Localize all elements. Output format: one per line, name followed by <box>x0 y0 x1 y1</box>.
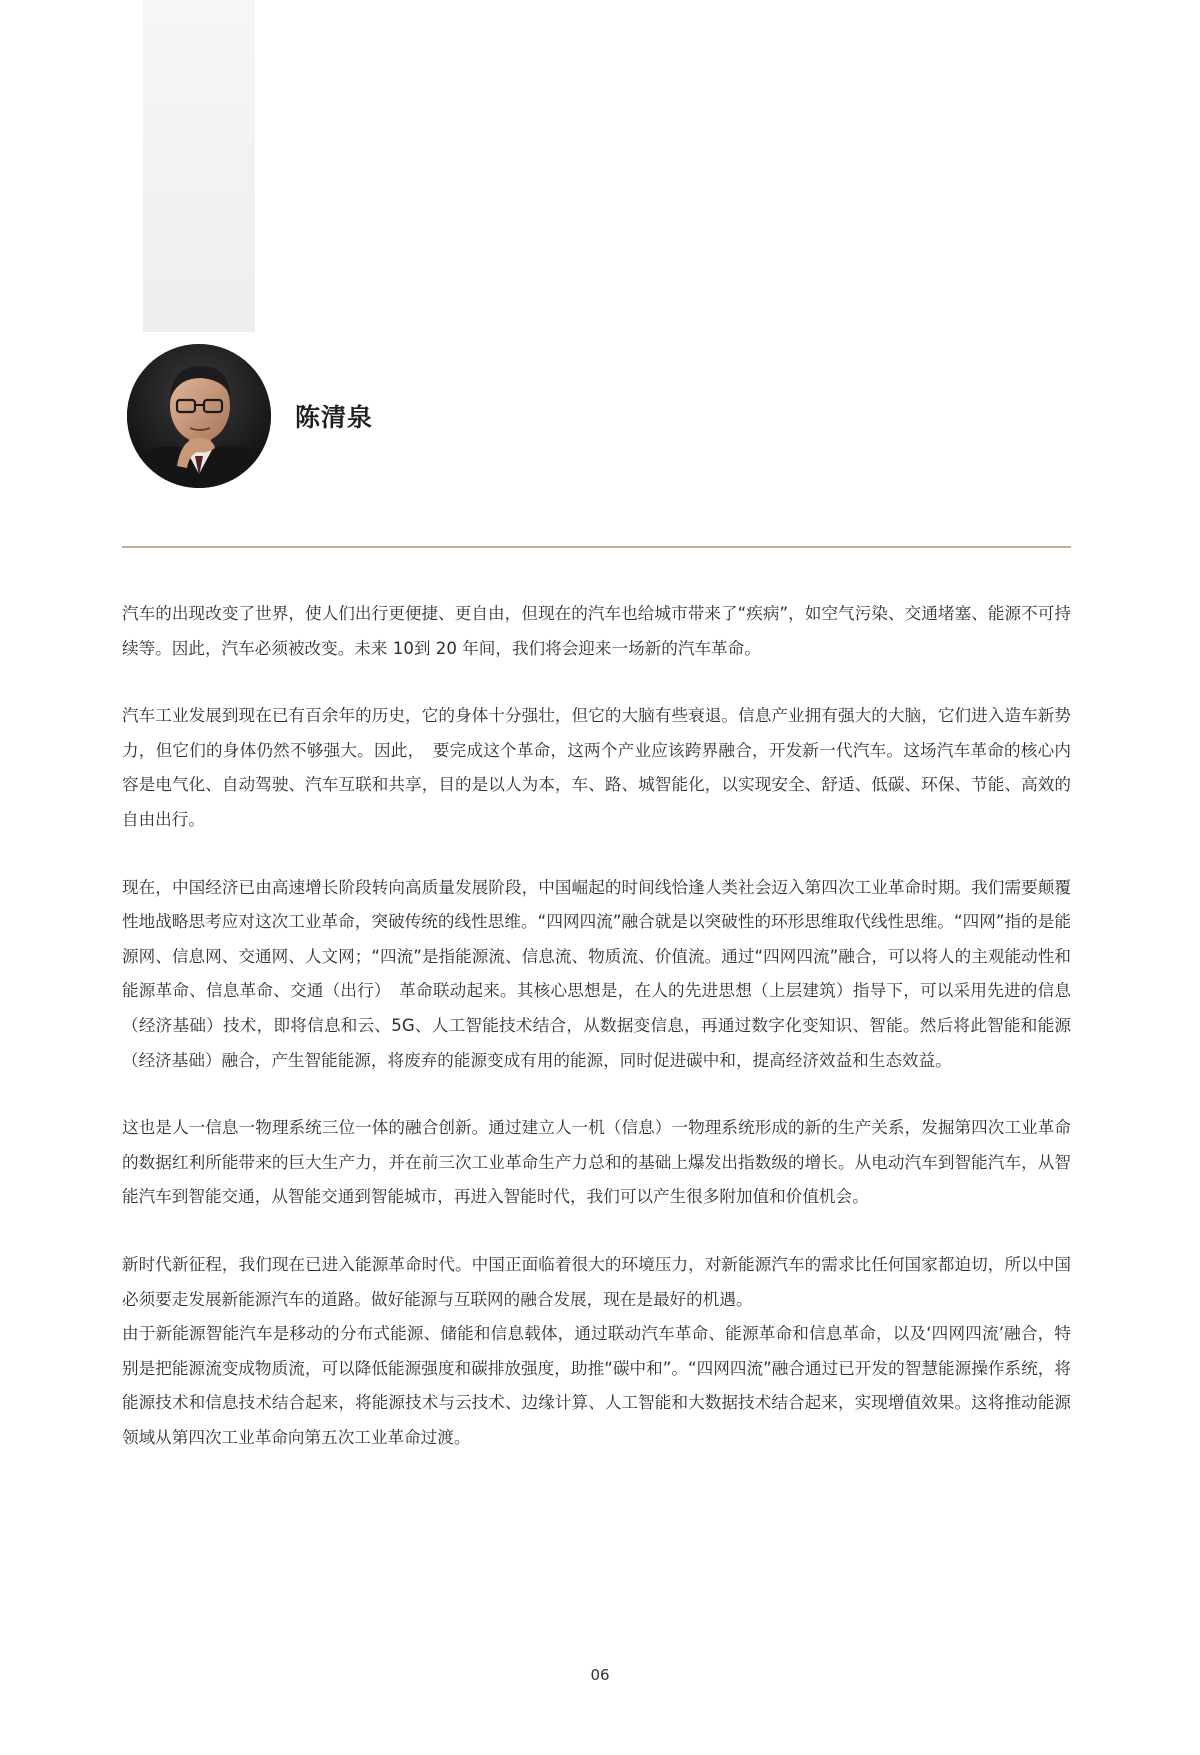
paragraph: 现在，中国经济已由高速增长阶段转向高质量发展阶段，中国崛起的时间线恰逢人类社会迈入第四次工业革命时期。我们需要颠覆性地战略思考应对这次工业革命，突破传统的线性思维。“四网四流”融合就是以突破性的环形思维取代线性思维。“四网”指的是能源网、信息网、交通网、人文网；“四流”是指能源流、信息流、物质流、价值流。通过“四网四流”融合，可以将人的主观能动性和能源革命、信息革命、交通（出行） 革命联动起来。其核心思想是，在人的先进思想（上层建筑）指导下，可以采用先进的信息（经济基础）技术，即将信息和云、5G、人工智能技术结合，从数据变信息，再通过数字化变知识、智能。然后将此智能和能源（经济基础）融合，产生智能能源，将废弃的能源变成有用的能源，同时促进碳中和，提高经济效益和生态效益。 <box>122 877 1071 1070</box>
paragraph: 汽车工业发展到现在已有百余年的历史，它的身体十分强壮，但它的大脑有些衰退。信息产业拥有强大的大脑，它们进入造车新势力，但它们的身体仍然不够强大。因此， 要完成这个革命，这两个产业应该跨界融合，开发新一代汽车。这场汽车革命的核心内容是电气化、自动驾驶、汽车互联和共享，目的是以人为本，车、路、城智能化，以实现安全、舒适、低碳、环保、节能、高效的自由出行。 <box>122 706 1071 829</box>
author-name: 陈清泉 <box>295 403 374 432</box>
portrait-photo-icon <box>127 344 271 488</box>
decorative-top-band <box>143 0 255 332</box>
article-body <box>122 597 1071 1488</box>
paragraph: 汽车的出现改变了世界，使人们出行更便捷、更自由，但现在的汽车也给城市带来了“疾病”，如空气污染、交通堵塞、能源不可持续等。因此，汽车必须被改变。未来 10到 20 年间，我们将会迎来一场新的汽车革命。 <box>122 604 1071 658</box>
section-divider <box>122 546 1071 548</box>
author-profile <box>127 343 373 489</box>
author-avatar <box>127 344 271 488</box>
paragraph: 新时代新征程，我们现在已进入能源革命时代。中国正面临着很大的环境压力，对新能源汽车的需求比任何国家都迫切，所以中国必须要走发展新能源汽车的道路。做好能源与互联网的融合发展，现在是最好的机遇。 <box>122 1254 1071 1309</box>
paragraph: 由于新能源智能汽车是移动的分布式能源、储能和信息载体，通过联动汽车革命、能源革命和信息革命，以及‘四网四流’融合，特别是把能源流变成物质流，可以降低能源强度和碳排放强度，助推“碳中和”。“四网四流”融合通过已开发的智慧能源操作系统，将能源技术和信息技术结合起来，将能源技术与云技术、边缘计算、人工智能和大数据技术结合起来，实现增值效果。这将推动能源领域从第四次工业革命向第五次工业革命过渡。 <box>122 1324 1071 1447</box>
page-number: 06 <box>590 1666 610 1684</box>
paragraph: 这也是人一信息一物理系统三位一体的融合创新。通过建立人一机（信息）一物理系统形成的新的生产关系，发掘第四次工业革命的数据红利所能带来的巨大生产力，并在前三次工业革命生产力总和的基础上爆发出指数级的增长。从电动汽车到智能汽车，从智能汽车到智能交通，从智能交通到智能城市，再进入智能时代，我们可以产生很多附加值和价值机会。 <box>122 1118 1071 1207</box>
